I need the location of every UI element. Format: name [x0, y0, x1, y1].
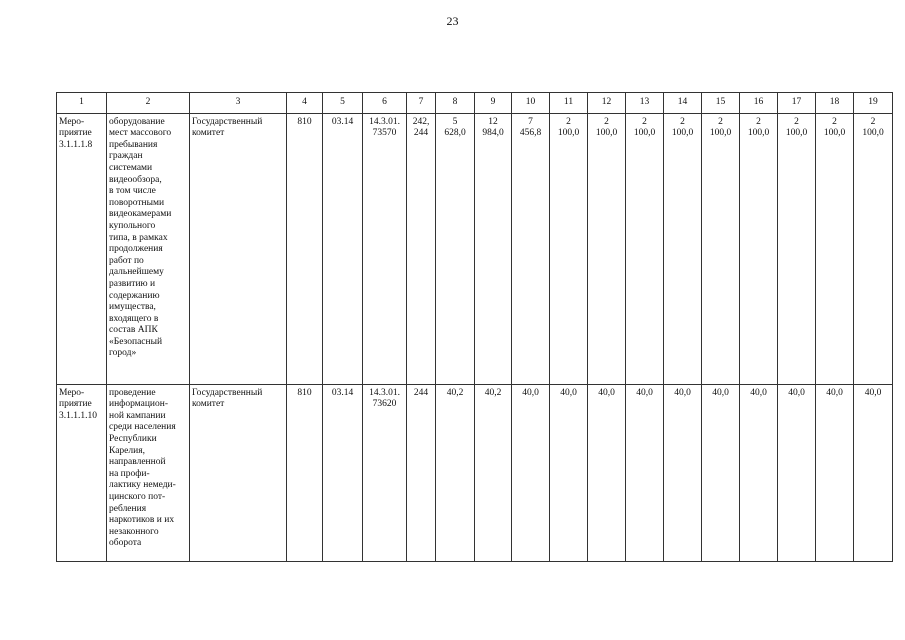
cell-line: Меро-	[59, 387, 85, 398]
column-number-cell: 10	[512, 93, 550, 114]
cell-line: 5	[452, 116, 458, 127]
table-cell	[816, 113, 854, 384]
column-number-cell: 15	[702, 93, 740, 114]
cell-line: 100,0	[633, 128, 656, 139]
column-number-cell: 14	[664, 93, 702, 114]
column-number-cell: 3	[190, 93, 287, 114]
column-number-cell: 6	[363, 93, 407, 114]
cell-line: ребления	[109, 503, 147, 514]
cell-line: 628,0	[444, 128, 466, 139]
cell-line: 2	[680, 116, 685, 127]
table-cell	[475, 113, 512, 384]
column-number-cell: 8	[436, 93, 475, 114]
cell-line: Меро-	[59, 116, 85, 127]
cell-line: 40,2	[446, 387, 464, 398]
cell-line: 100,0	[747, 128, 770, 139]
cell-line: 2	[566, 116, 571, 127]
cell-line: оборудование	[109, 116, 165, 127]
table-cell	[436, 384, 475, 561]
cell-line: 100,0	[823, 128, 846, 139]
cell-line: приятие	[59, 399, 92, 410]
budget-table	[56, 92, 893, 562]
column-number-cell: 18	[816, 93, 854, 114]
cell-line: 40,0	[674, 387, 691, 398]
table-cell	[778, 384, 816, 561]
cell-line: в том числе	[109, 186, 156, 197]
cell-line: поворотными	[109, 197, 165, 208]
table-cell	[407, 384, 436, 561]
table-cell	[107, 113, 190, 384]
table-cell	[287, 384, 323, 561]
table-row	[57, 384, 893, 561]
cell-line: Государственный	[192, 387, 263, 398]
table-cell	[778, 113, 816, 384]
table-cell	[588, 113, 626, 384]
cell-line: 456,8	[519, 128, 542, 139]
cell-line: Государственный	[192, 116, 263, 127]
table-cell	[664, 384, 702, 561]
cell-line: 14.3.01.	[369, 116, 400, 127]
cell-line: 984,0	[482, 128, 504, 139]
table-cell	[323, 113, 363, 384]
table-cell	[57, 384, 107, 561]
page-number: 23	[446, 14, 459, 28]
table-cell	[323, 384, 363, 561]
cell-line: пребывания	[109, 139, 158, 150]
cell-line: 810	[297, 116, 312, 127]
table-cell	[436, 113, 475, 384]
column-number-cell: 16	[740, 93, 778, 114]
cell-line: состав АПК	[109, 325, 158, 336]
table-row	[57, 113, 893, 384]
table-cell	[588, 384, 626, 561]
cell-line: входящего в	[109, 313, 159, 324]
cell-line: ной кампании	[109, 410, 166, 421]
table-cell	[363, 113, 407, 384]
cell-line: 3.1.1.1.10	[59, 410, 97, 421]
table-cell	[626, 384, 664, 561]
cell-line: 244	[413, 387, 429, 398]
cell-line: 810	[297, 387, 312, 398]
cell-line: лактику немеди-	[109, 480, 176, 491]
cell-line: приятие	[59, 128, 92, 139]
table-cell	[854, 113, 893, 384]
cell-line: 242,	[412, 116, 430, 127]
cell-line: на профи-	[109, 468, 150, 479]
cell-line: 100,0	[595, 128, 618, 139]
cell-line: 2	[832, 116, 837, 127]
cell-line: цинского пот-	[109, 491, 166, 502]
column-number-cell: 4	[287, 93, 323, 114]
column-number-cell: 1	[57, 93, 107, 114]
cell-line: 12	[488, 116, 498, 127]
table-cell	[702, 384, 740, 561]
table-cell	[816, 384, 854, 561]
cell-line: 40,0	[712, 387, 729, 398]
table-cell	[664, 113, 702, 384]
table-cell	[854, 384, 893, 561]
cell-line: 100,0	[862, 128, 884, 139]
cell-line: 2	[642, 116, 647, 127]
cell-line: 40,2	[484, 387, 502, 398]
cell-line: 2	[870, 116, 876, 127]
cell-line: развитию и	[109, 278, 156, 289]
cell-line: 40,0	[560, 387, 577, 398]
cell-line: наркотиков и их	[109, 515, 175, 526]
cell-line: 03.14	[331, 387, 354, 398]
cell-line: 40,0	[598, 387, 615, 398]
cell-line: направленной	[109, 457, 166, 468]
cell-line: купольного	[109, 220, 156, 231]
cell-line: продолжения	[109, 244, 163, 255]
cell-line: 40,0	[826, 387, 843, 398]
cell-line: 73570	[372, 128, 397, 139]
cell-line: мест массового	[109, 128, 172, 139]
cell-line: 100,0	[709, 128, 732, 139]
column-number-cell: 12	[588, 93, 626, 114]
table-cell	[287, 113, 323, 384]
column-number-cell: 11	[550, 93, 588, 114]
cell-line: 03.14	[331, 116, 354, 127]
cell-line: 3.1.1.1.8	[59, 139, 93, 150]
cell-line: 40,0	[788, 387, 805, 398]
table-cell	[702, 113, 740, 384]
column-number-cell: 7	[407, 93, 436, 114]
cell-line: 2	[756, 116, 761, 127]
cell-line: оборота	[109, 538, 142, 549]
cell-line: Республики	[109, 433, 157, 444]
cell-line: незаконного	[109, 526, 159, 537]
cell-line: типа, в рамках	[109, 232, 168, 243]
cell-line: информацион-	[109, 399, 169, 410]
table-cell	[107, 384, 190, 561]
column-number-cell: 13	[626, 93, 664, 114]
cell-line: среди населения	[109, 422, 176, 433]
cell-line: 73620	[372, 399, 397, 410]
cell-line: 7	[528, 116, 533, 127]
cell-line: системами	[109, 162, 153, 173]
table-cell	[740, 113, 778, 384]
cell-line: 244	[413, 128, 429, 139]
cell-line: комитет	[192, 128, 225, 139]
cell-line: «Безопасный	[109, 336, 163, 347]
cell-line: 14.3.01.	[369, 387, 400, 398]
cell-line: содержанию	[109, 290, 160, 301]
cell-line: 2	[718, 116, 723, 127]
table-cell	[363, 384, 407, 561]
cell-line: комитет	[192, 399, 225, 410]
cell-line: проведение	[109, 387, 156, 398]
table-cell	[550, 113, 588, 384]
column-number-row	[57, 93, 893, 114]
column-number-cell: 17	[778, 93, 816, 114]
cell-line: 40,0	[636, 387, 653, 398]
cell-line: 100,0	[785, 128, 808, 139]
cell-line: 2	[604, 116, 609, 127]
cell-line: Карелия,	[109, 445, 145, 456]
cell-line: 40,0	[750, 387, 767, 398]
table-cell	[740, 384, 778, 561]
column-number-cell: 2	[107, 93, 190, 114]
cell-line: город»	[109, 348, 137, 359]
cell-line: работ по	[109, 255, 144, 266]
cell-line: 40,0	[864, 387, 882, 398]
cell-line: 2	[794, 116, 799, 127]
cell-line: 40,0	[522, 387, 539, 398]
table-cell	[626, 113, 664, 384]
column-number-cell: 5	[323, 93, 363, 114]
table-cell	[550, 384, 588, 561]
table-cell	[475, 384, 512, 561]
table-cell	[512, 113, 550, 384]
cell-line: имущества,	[109, 302, 156, 313]
table-cell	[190, 113, 287, 384]
cell-line: граждан	[109, 151, 143, 162]
table-cell	[407, 113, 436, 384]
column-number-cell: 9	[475, 93, 512, 114]
cell-line: 100,0	[671, 128, 694, 139]
cell-line: 100,0	[557, 128, 580, 139]
cell-line: видеообзора,	[109, 174, 162, 185]
table-cell	[57, 113, 107, 384]
cell-line: дальнейшему	[109, 267, 164, 278]
cell-line: видеокамерами	[109, 209, 172, 220]
column-number-cell: 19	[854, 93, 893, 114]
table-cell	[190, 384, 287, 561]
table-cell	[512, 384, 550, 561]
